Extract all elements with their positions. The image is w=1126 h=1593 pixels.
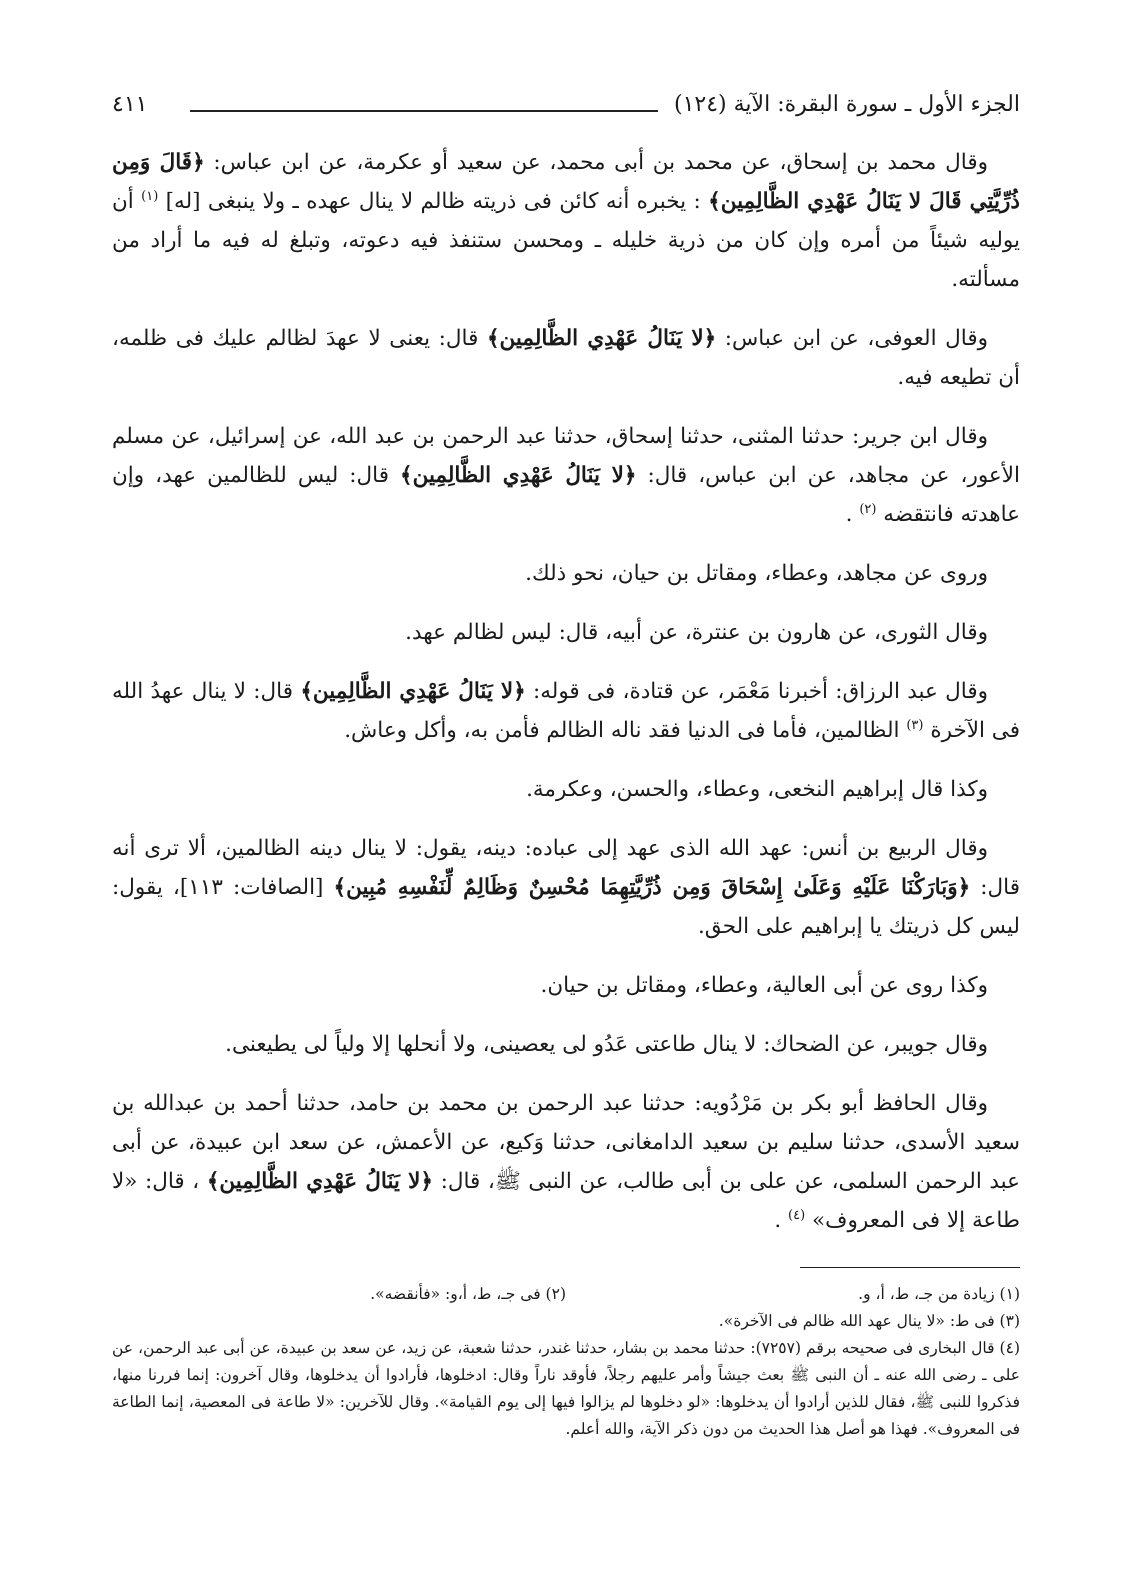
quran-verse: ﴿لا يَنَالُ عَهْدِي الظَّالِمِين﴾ [486, 326, 717, 351]
main-text [112, 143, 1020, 1260]
paragraph-11: وقال الحافظ أبو بكر بن مَرْدُويه: حدثنا عبد الرحمن بن محمد بن حامد، حدثنا أحمد بن عبدالله بن سعيد الأسدى، حدثنا سليم بن سعيد الدامغانى، حدثنا وَكيع، عن الأعمش، عن سعد ابن عبيدة، عن أبى عبد الرحمن السلمى، عن على بن أبى طالب، عن النبى ﷺ، قال: ﴿لا يَنَالُ عَهْدِي الظَّالِمِين﴾ ، قال: «لا طاعة إلا فى المعروف» $^{(٤)}$ . [112, 1091, 1020, 1233]
header-rule [190, 110, 658, 112]
footnote-ref-1: (١) [141, 188, 159, 204]
footnote-rule [800, 1267, 1020, 1268]
footnote-2: (٢) فى جـ، ط، أ،و: «فأنقضه». [370, 1285, 566, 1303]
paragraph-10: وقال جويبر، عن الضحاك: لا ينال طاعتى عَدُو لى يعصينى، ولا أنحلها إلا ولياً لى يطيعنى. [225, 1032, 988, 1057]
paragraph-9: وكذا روى عن أبى العالية، وعطاء، ومقاتل بن حيان. [540, 973, 988, 998]
quran-verse: ﴿قَالَ وَمِن ذُرِّيَّتِي قَالَ لا يَنَالُ عَهْدِي الظَّالِمِين﴾ [112, 150, 1020, 214]
paragraph-8: وقال الربيع بن أنس: عهد الله الذى عهد إلى عباده: دينه، يقول: لا ينال دينه الظالمين، ألا ترى أنه قال: ﴿وَبَارَكْنَا عَلَيْهِ وَعَلَىٰ إِسْحَاقَ وَمِن ذُرِّيَّتِهِمَا مُحْسِنٌ وَظَالِمٌ لِّنَفْسِهِ مُبِين﴾ [الصافات: ١١٣]، يقول: ليس كل ذريتك يا إبراهيم على الحق. [112, 836, 1020, 939]
header-title: الجزء الأول ـ سورة البقرة: الآية (١٢٤) [674, 92, 1020, 117]
paragraph-4: وروى عن مجاهد، وعطاء، ومقاتل بن حيان، نحو ذلك. [525, 561, 988, 586]
quran-verse: ﴿لا يَنَالُ عَهْدِي الظَّالِمِين﴾ [400, 463, 637, 488]
paragraph-2: وقال العوفى، عن ابن عباس: ﴿لا يَنَالُ عَهْدِي الظَّالِمِين﴾ قال: يعنى لا عهدَ لظالم عليك فى ظلمه، أن تطيعه فيه. [112, 326, 1020, 390]
quran-verse: ﴿لا يَنَالُ عَهْدِي الظَّالِمِين﴾ [300, 679, 526, 704]
quran-verse: ﴿وَبَارَكْنَا عَلَيْهِ وَعَلَىٰ إِسْحَاقَ وَمِن ذُرِّيَّتِهِمَا مُحْسِنٌ وَظَالِمٌ لِّنَفْسِهِ مُبِين﴾ [333, 875, 971, 900]
paragraph-5: وقال الثورى، عن هارون بن عنترة، عن أبيه، قال: ليس لظالم عهد. [405, 620, 988, 645]
footnote-ref-4: (٤) [788, 1207, 806, 1223]
footnote-row [112, 1281, 1020, 1308]
footnotes [112, 1281, 1020, 1443]
footnote-4: (٤) قال البخارى فى صحيحه برقم (٧٢٥٧): حدثنا محمد بن بشار، حدثنا غندر، حدثنا شعبة، عن زيد، عن سعد بن عبيدة، عن أبى عبد الرحمن، عن على ـ رضى الله عنه ـ أن النبى ﷺ بعث جيشاً وأمر عليهم رجلاً، فأوقد ناراً وقال: ادخلوها، فأرادوا أن يدخلوها، وقال آخرون: إنما فررنا منها، فذكروا للنبى ﷺ، فقال للذين أرادوا أن يدخلوها: «لو دخلوها لم يزالوا فيها إلى يوم القيامة». وقال للآخرين: «لا طاعة فى المعصية، إنما الطاعة فى المعروف». فهذا هو أصل هذا الحديث من دون ذكر الآية، والله أعلم. [112, 1339, 1020, 1438]
running-header [112, 92, 1020, 132]
footnote-3: (٣) فى ط: «لا ينال عهد الله ظالم فى الآخرة». [718, 1312, 1020, 1330]
footnote-1: (١) زيادة من جـ، ط، أ، و. [858, 1285, 1020, 1303]
quran-verse: ﴿لا يَنَالُ عَهْدِي الظَّالِمِين﴾ [206, 1169, 434, 1194]
paragraph-7: وكذا قال إبراهيم النخعى، وعطاء، والحسن، وعكرمة. [526, 777, 988, 802]
paragraph-6: وقال عبد الرزاق: أخبرنا مَعْمَر، عن قتادة، فى قوله: ﴿لا يَنَالُ عَهْدِي الظَّالِمِين﴾ قال: لا ينال عهدُ الله فى الآخرة $^{(٣)}$ الظالمين، فأما فى الدنيا فقد ناله الظالم فأمن به، وأكل وعاش. [112, 679, 1020, 743]
footnote-ref-2: (٢) [859, 501, 877, 517]
paragraph-1: وقال محمد بن إسحاق، عن محمد بن أبى محمد، عن سعيد أو عكرمة، عن ابن عباس: ﴿قَالَ وَمِن ذُرِّيَّتِي قَالَ لا يَنَالُ عَهْدِي الظَّالِمِين﴾ : يخبره أنه كائن فى ذريته ظالم لا ينال عهده ـ ولا ينبغى [له] $^{(١)}$ أن يوليه شيئاً من أمره وإن كان من ذرية خليله ـ ومحسن ستنفذ فيه دعوته، وتبلغ له فيه ما أراد من مسألته. [112, 150, 1020, 292]
footnote-ref-3: (٣) [906, 717, 924, 733]
paragraph-3: وقال ابن جرير: حدثنا المثنى، حدثنا إسحاق، حدثنا عبد الرحمن بن عبد الله، عن إسرائيل، عن مسلم الأعور، عن مجاهد، عن ابن عباس، قال: ﴿لا يَنَالُ عَهْدِي الظَّالِمِين﴾ قال: ليس للظالمين عهد، وإن عاهدته فانتقضه $^{(٢)}$ . [112, 424, 1020, 527]
page-number: ٤١١ [112, 92, 148, 117]
